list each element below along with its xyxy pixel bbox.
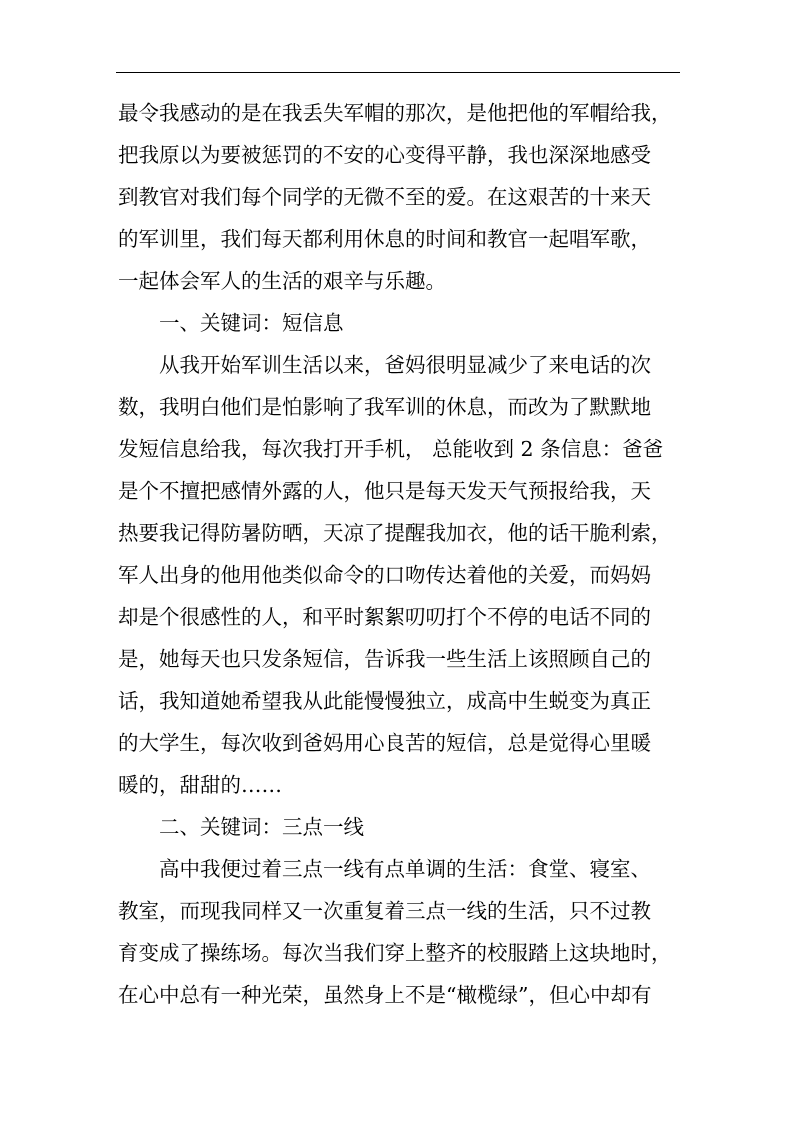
header-rule: [116, 72, 680, 73]
text-line: 是，她每天也只发条短信，告诉我一些生活上该照顾自己的: [118, 647, 651, 671]
text-line: 的军训里，我们每天都利用休息的时间和教官一起唱军歌，: [118, 227, 651, 251]
text-line: 发短信息给我，每次我打开手机， 总能收到 2 条信息：爸爸: [118, 437, 664, 461]
text-line: 育变成了操练场。每次当我们穿上整齐的校服踏上这块地时，: [118, 941, 672, 965]
text-line: 从我开始军训生活以来，爸妈很明显减少了来电话的次: [159, 353, 651, 377]
text-line: 高中我便过着三点一线有点单调的生活：食堂、寝室、: [159, 857, 651, 881]
text-line: 最令我感动的是在我丢失军帽的那次，是他把他的军帽给我，: [118, 101, 672, 125]
text-line: 一起体会军人的生活的艰辛与乐趣。: [118, 269, 446, 293]
text-line: 却是个很感性的人，和平时絮絮叨叨打个不停的电话不同的: [118, 605, 651, 629]
text-line: 的大学生，每次收到爸妈用心良苦的短信，总是觉得心里暖: [118, 731, 651, 755]
text-line: 暖的，甜甜的……: [118, 773, 282, 797]
text-line: 在心中总有一种光荣，虽然身上不是“橄榄绿”，但心中却有: [118, 983, 652, 1007]
section-heading: 一、关键词：短信息: [159, 311, 344, 335]
text-line: 热要我记得防暑防晒，天凉了提醒我加衣，他的话干脆利索，: [118, 521, 672, 545]
text-line: 是个不擅把感情外露的人，他只是每天发天气预报给我，天: [118, 479, 651, 503]
text-line: 军人出身的他用他类似命令的口吻传达着他的关爱，而妈妈: [118, 563, 651, 587]
text-line: 话，我知道她希望我从此能慢慢独立，成高中生蜕变为真正: [118, 689, 651, 713]
section-heading: 二、关键词：三点一线: [159, 815, 364, 839]
document-body: [118, 92, 680, 1016]
text-line: 到教官对我们每个同学的无微不至的爱。在这艰苦的十来天: [118, 185, 651, 209]
text-line: 数，我明白他们是怕影响了我军训的休息，而改为了默默地: [118, 395, 651, 419]
text-line: 把我原以为要被惩罚的不安的心变得平静，我也深深地感受: [118, 143, 651, 167]
text-line: 教室，而现我同样又一次重复着三点一线的生活，只不过教: [118, 899, 651, 923]
